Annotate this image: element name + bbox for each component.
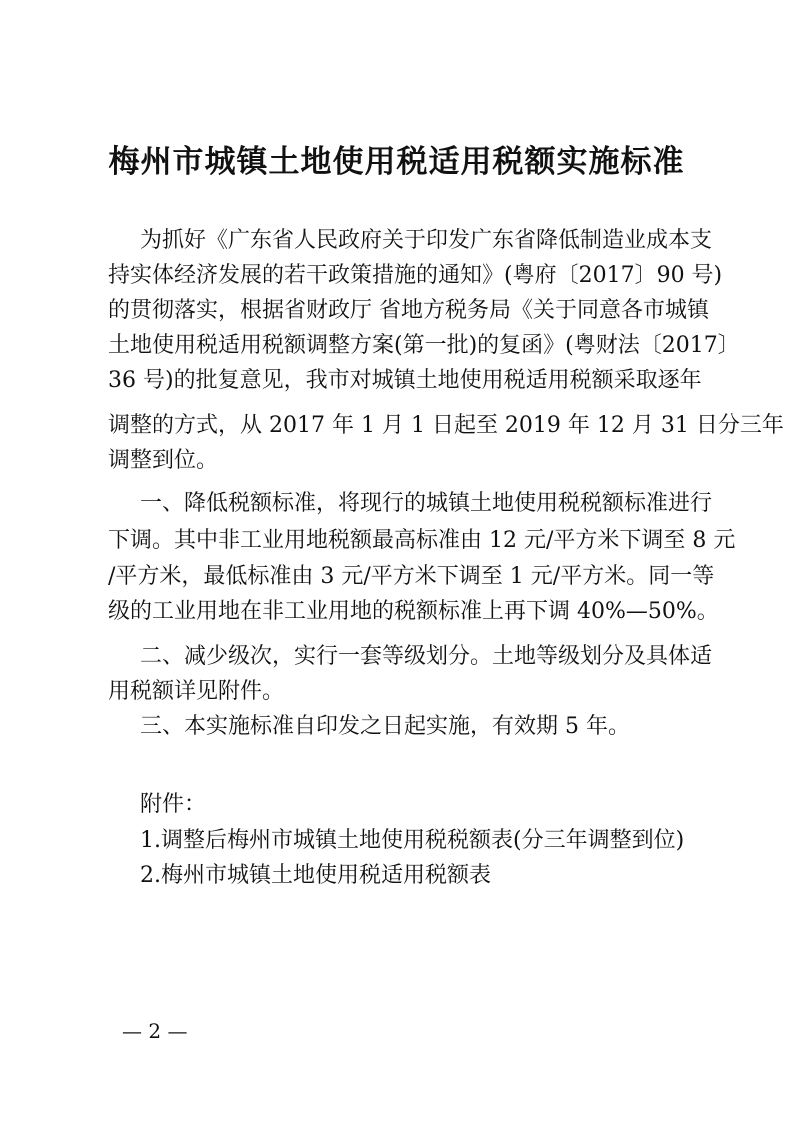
paragraph-line: 的贯彻落实，根据省财政厅 省地方税务局《关于同意各市城镇: [108, 298, 709, 323]
document-title: 梅州市城镇土地使用税适用税额实施标准: [108, 144, 685, 180]
attachments-label: 附件：: [140, 792, 207, 817]
paragraph-line: 调整的方式，从 2017 年 1 月 1 日起至 2019 年 12 月 31 日分三年: [108, 413, 784, 438]
paragraph-line: 一、降低税额标准，将现行的城镇土地使用税税额标准进行: [140, 491, 713, 516]
paragraph-line: /平方米，最低标准由 3 元/平方米下调至 1 元/平方米。同一等: [108, 564, 715, 589]
paragraph-line: 下调。其中非工业用地税额最高标准由 12 元/平方米下调至 8 元: [108, 528, 736, 553]
attachment-item: 1.调整后梅州市城镇土地使用税税额表(分三年调整到位): [140, 828, 685, 853]
attachment-item: 2.梅州市城镇土地使用税适用税额表: [140, 863, 491, 888]
paragraph-line: 土地使用税适用税额调整方案(第一批)的复函》(粤财法〔2017〕: [108, 333, 740, 358]
page-number: — 2 —: [122, 1019, 188, 1043]
paragraph-line: 二、减少级次，实行一套等级划分。土地等级划分及具体适: [140, 644, 713, 669]
paragraph-line: 级的工业用地在非工业用地的税额标准上再下调 40%—50%。: [108, 599, 719, 624]
paragraph-line: 36 号)的批复意见，我市对城镇土地使用税适用税额采取逐年: [108, 368, 702, 393]
paragraph-line: 三、本实施标准自印发之日起实施，有效期 5 年。: [140, 714, 630, 739]
paragraph-line: 为抓好《广东省人民政府关于印发广东省降低制造业成本支: [140, 228, 713, 253]
paragraph-line: 持实体经济发展的若干政策措施的通知》(粤府〔2017〕90 号): [108, 263, 723, 288]
paragraph-line: 调整到位。: [108, 448, 219, 473]
paragraph-line: 用税额详见附件。: [108, 679, 285, 704]
